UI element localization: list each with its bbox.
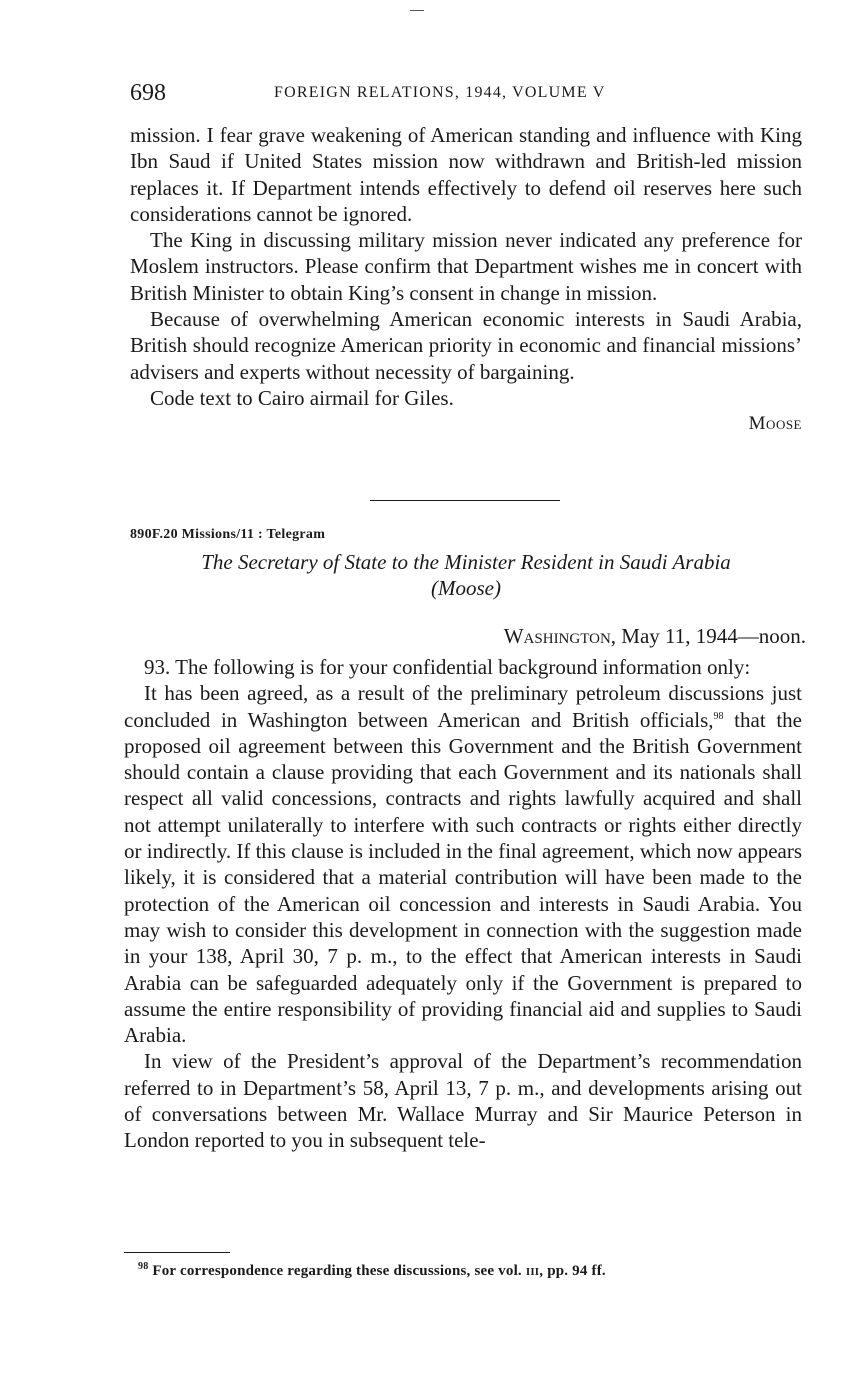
- footnote-text: For correspondence regarding these discussions, see vol.: [152, 1263, 526, 1279]
- paragraph: [124, 680, 802, 1048]
- section-previous-telegram: [130, 122, 802, 438]
- top-dash-mark: [410, 10, 424, 11]
- title-line: (Moose): [431, 576, 501, 600]
- paragraph: In view of the President’s approval of the Department’s recommendation referred to in Department’s 58, April 13, 7 p. m., and developments arising out of conversations between Mr. Wallace Murray and Sir Maurice Peterson in London reported to you in subsequent tele-: [124, 1049, 802, 1153]
- file-reference: 890F.20 Missions/11 : Telegram: [130, 527, 326, 542]
- title-line: The Secretary of State to the Minister Resident in Saudi Arabia: [201, 550, 731, 574]
- signature: Moose: [748, 413, 802, 435]
- paragraph: Because of overwhelming American economic interests in Saudi Arabia, British should recognize American priority in economic and financial missions’ advisers and experts without necessity of bargaining.: [130, 307, 802, 384]
- dateline: [124, 624, 806, 649]
- footnote-text-end: , pp. 94 ff.: [539, 1263, 606, 1279]
- dateline-date: , May 11, 1944—noon.: [610, 624, 806, 648]
- footnote-volume: iii: [525, 1263, 540, 1279]
- page-header: [130, 80, 802, 110]
- paragraph: The King in discussing military mission never indicated any preference for Moslem instructors. Please confirm that Department wishes me in concert with British Minister to obtain King’s consent in change in mission.: [130, 228, 802, 305]
- document-title: [124, 549, 808, 601]
- page-number: 698: [130, 80, 166, 106]
- paragraph: Code text to Cairo airmail for Giles.: [150, 385, 454, 410]
- footnote: [138, 1263, 802, 1280]
- running-head: FOREIGN RELATIONS, 1944, VOLUME V: [274, 84, 606, 101]
- footnote-rule: [124, 1252, 230, 1253]
- telegram-body: [124, 654, 802, 1154]
- dateline-place: Washington: [503, 624, 611, 648]
- paragraph-text: It has been agreed, as a result of the preliminary petroleum discussions just concluded in Washington between American and British officials,: [124, 681, 802, 732]
- section-divider: [370, 500, 560, 501]
- paragraph: 93. The following is for your confidential background information only:: [144, 655, 751, 679]
- paragraph: mission. I fear grave weakening of American standing and influence with King Ibn Saud if United States mission now withdrawn and British-led mission replaces it. If Department intends effectively to defend oil reserves here such considerations cannot be ignored.: [130, 123, 802, 226]
- paragraph-text: that the proposed oil agreement between this Government and the British Government should contain a clause providing that each Government and its nationals shall respect all valid concessions, contracts and rights lawfully acquired and shall not attempt unilaterally to interfere with such contracts or rights either directly or indirectly. If this clause is included in the final agreement, which now appears likely, it is considered that a material contribution will have been made to the protection of the American oil concession and interests in Saudi Arabia. You may wish to consider this development in connection with the suggestion made in your 138, April 30, 7 p. m., to the effect that American interests in Saudi Arabia can be safeguarded adequately only if the Government is prepared to assume the entire responsibility of providing financial aid and supplies to Saudi Arabia.: [124, 707, 802, 1048]
- footnote-marker: 98: [713, 710, 724, 722]
- footnote-number: 98: [138, 1261, 149, 1272]
